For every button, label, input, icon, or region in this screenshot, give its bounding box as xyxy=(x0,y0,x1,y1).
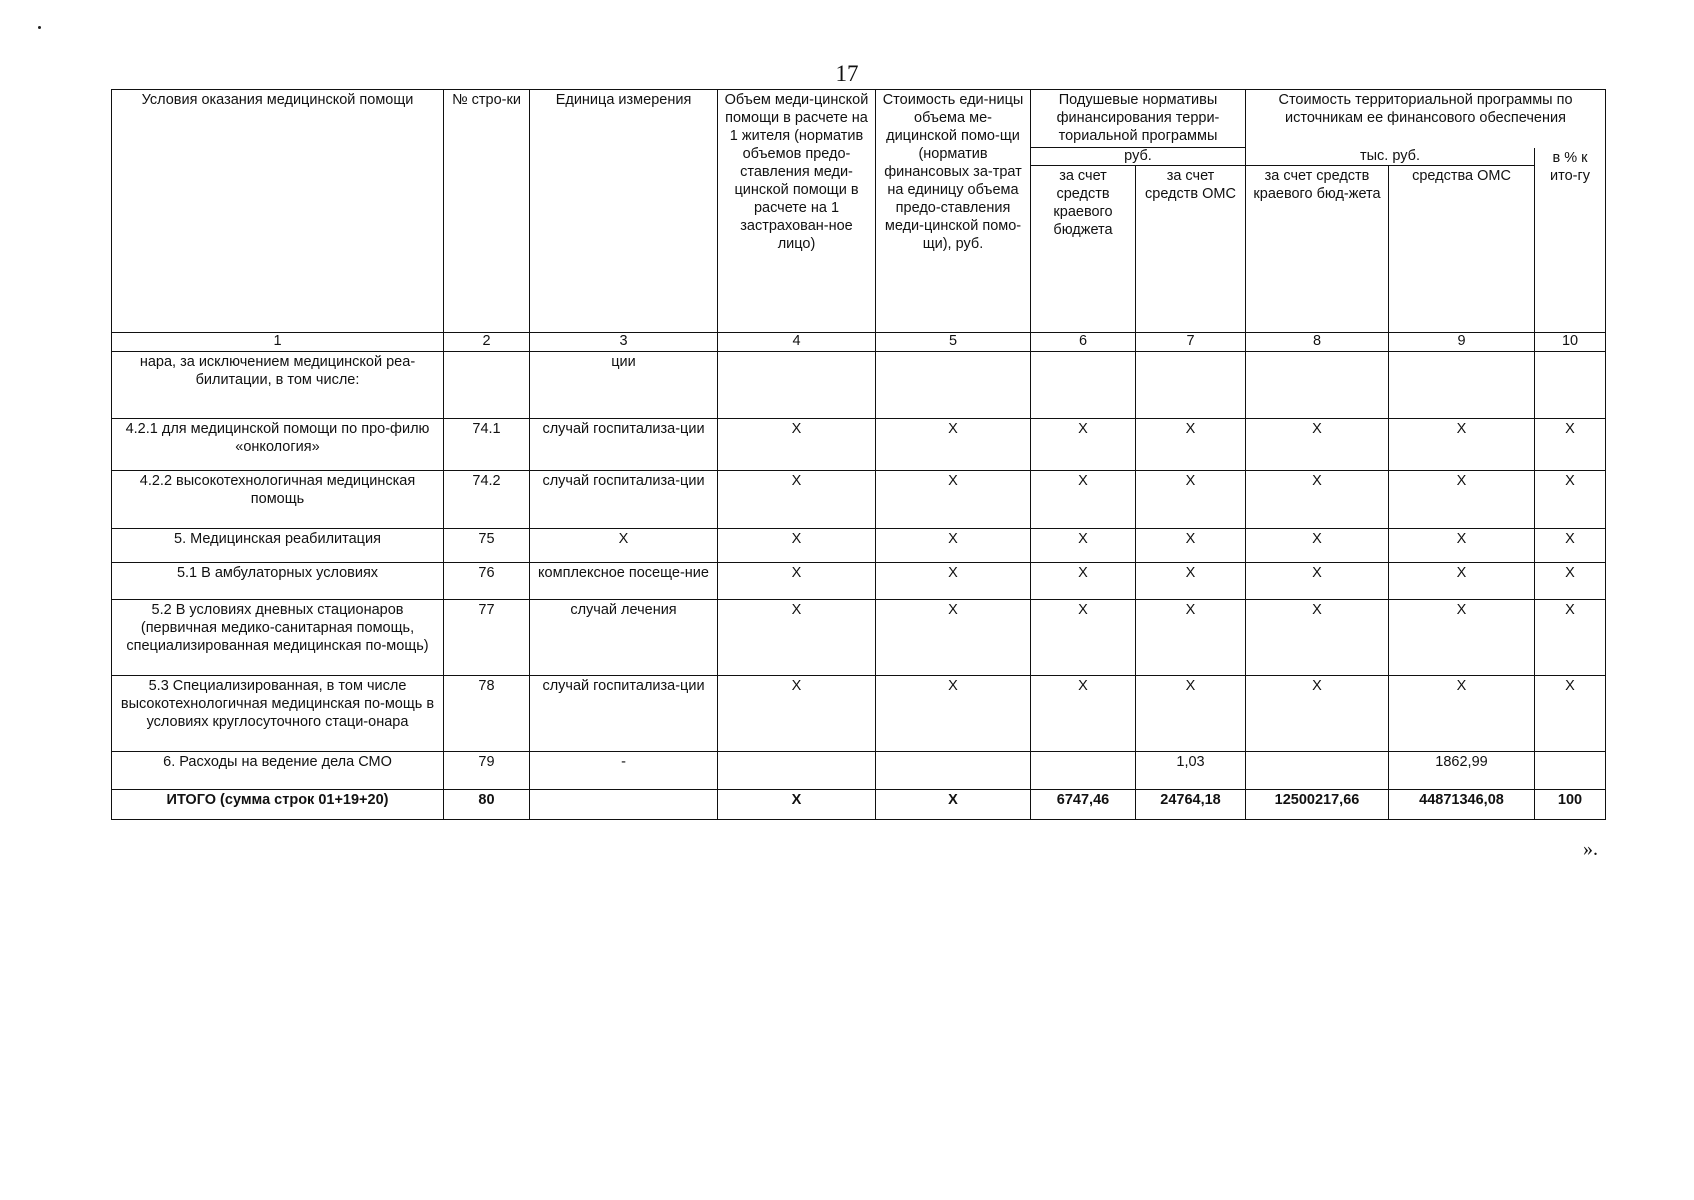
table-cell: Х xyxy=(718,529,876,563)
table-row xyxy=(112,563,1606,600)
table-cell xyxy=(1535,752,1606,790)
column-number: 4 xyxy=(718,333,876,352)
header-oms-cost: средства ОМС xyxy=(1389,166,1535,333)
header-percent-of-total: в % к ито-гу xyxy=(1535,148,1606,333)
table-row xyxy=(112,471,1606,529)
table-cell: 1,03 xyxy=(1136,752,1246,790)
table-row xyxy=(112,600,1606,676)
table-cell: Х xyxy=(1389,676,1535,752)
header-volume: Объем меди-цинской помощи в расчете на 1 жителя (норматив объемов предо-ставления меди-цинской помощи в расчете на 1 застрахован-ное лицо) xyxy=(718,90,876,333)
table-row xyxy=(112,790,1606,820)
row-label: 4.2.1 для медицинской помощи по про-филю «онкология» xyxy=(112,419,444,471)
table-cell: Х xyxy=(1246,676,1389,752)
row-label: 6. Расходы на ведение дела СМО xyxy=(112,752,444,790)
table-cell: Х xyxy=(1389,529,1535,563)
table-cell: 100 xyxy=(1535,790,1606,820)
table-cell: Х xyxy=(718,600,876,676)
table-cell xyxy=(1535,352,1606,419)
table-cell: 24764,18 xyxy=(1136,790,1246,820)
table-cell: Х xyxy=(1136,529,1246,563)
table-cell: Х xyxy=(718,563,876,600)
table-cell: Х xyxy=(1246,471,1389,529)
table-cell: Х xyxy=(718,471,876,529)
table-cell: Х xyxy=(1031,600,1136,676)
scan-speck xyxy=(38,26,41,29)
row-number: 76 xyxy=(444,563,530,600)
row-label: 5.2 В условиях дневных стационаров (первичная медико-санитарная помощь, специализированная медицинская по-мощь) xyxy=(112,600,444,676)
table-cell: случай госпитализа-ции xyxy=(530,471,718,529)
table-cell: Х xyxy=(876,600,1031,676)
row-number: 74.2 xyxy=(444,471,530,529)
row-label: 5.3 Специализированная, в том числе высокотехнологичная медицинская по-мощь в условиях круглосуточного стаци-онара xyxy=(112,676,444,752)
table-cell xyxy=(1389,352,1535,419)
row-number: 78 xyxy=(444,676,530,752)
program-cost-table xyxy=(111,89,1606,820)
header-unit-cost: Стоимость еди-ницы объема ме-дицинской помо-щи (норматив финансовых за-трат на единицу объема предо-ставления меди-цинской помо-щи), руб. xyxy=(876,90,1031,333)
table-cell xyxy=(718,752,876,790)
header-regional-budget-cost: за счет средств краевого бюд-жета xyxy=(1246,166,1389,333)
table-cell xyxy=(1031,352,1136,419)
table-cell: 12500217,66 xyxy=(1246,790,1389,820)
table-cell: Х xyxy=(876,419,1031,471)
table-cell xyxy=(1136,352,1246,419)
row-number: 74.1 xyxy=(444,419,530,471)
row-label: 5. Медицинская реабилитация xyxy=(112,529,444,563)
column-number: 10 xyxy=(1535,333,1606,352)
table-cell: 6747,46 xyxy=(1031,790,1136,820)
table-cell: Х xyxy=(1535,676,1606,752)
table-cell: Х xyxy=(1535,471,1606,529)
column-number: 1 xyxy=(112,333,444,352)
header-thousand-rub-unit: тыс. руб. xyxy=(1246,148,1535,166)
row-number: 77 xyxy=(444,600,530,676)
table-cell: Х xyxy=(530,529,718,563)
table-cell: 1862,99 xyxy=(1389,752,1535,790)
table-cell: Х xyxy=(876,676,1031,752)
header-oms-funds: за счет средств ОМС xyxy=(1136,166,1246,333)
table-cell xyxy=(876,752,1031,790)
row-label: 4.2.2 высокотехнологичная медицинская помощь xyxy=(112,471,444,529)
header-per-capita-norms: Подушевые нормативы финансирования терри-ториальной программы xyxy=(1031,90,1246,148)
table-cell: Х xyxy=(1031,419,1136,471)
table-cell: Х xyxy=(1535,600,1606,676)
table-cell xyxy=(1031,752,1136,790)
table-cell xyxy=(1246,752,1389,790)
table-cell: Х xyxy=(1031,471,1136,529)
table-cell: Х xyxy=(1389,563,1535,600)
table-cell: Х xyxy=(1389,471,1535,529)
table-row xyxy=(112,676,1606,752)
table-cell: случай госпитализа-ции xyxy=(530,419,718,471)
column-number: 9 xyxy=(1389,333,1535,352)
row-label: 5.1 В амбулаторных условиях xyxy=(112,563,444,600)
table-cell: Х xyxy=(1136,563,1246,600)
table-cell: Х xyxy=(1389,600,1535,676)
table-cell: случай госпитализа-ции xyxy=(530,676,718,752)
header-conditions: Условия оказания медицинской помощи xyxy=(112,90,444,333)
column-number: 7 xyxy=(1136,333,1246,352)
table-cell: Х xyxy=(1136,419,1246,471)
table-cell: Х xyxy=(1136,600,1246,676)
header-rub-unit: руб. xyxy=(1031,148,1246,166)
table-body xyxy=(112,352,1606,820)
page-number: 17 xyxy=(835,61,859,86)
table-cell: 44871346,08 xyxy=(1389,790,1535,820)
table-cell xyxy=(876,352,1031,419)
table-cell: Х xyxy=(1031,563,1136,600)
header-regional-budget: за счет средств краевого бюджета xyxy=(1031,166,1136,333)
table-cell: Х xyxy=(1136,471,1246,529)
table-cell: Х xyxy=(1535,563,1606,600)
row-number xyxy=(444,352,530,419)
table-cell: ции xyxy=(530,352,718,419)
header-program-cost: Стоимость территориальной программы по источникам ее финансового обеспечения xyxy=(1246,90,1606,148)
table-cell: Х xyxy=(718,676,876,752)
table-cell: Х xyxy=(1535,529,1606,563)
table-cell xyxy=(1246,352,1389,419)
closing-quote: ». xyxy=(1583,838,1598,860)
table-cell: Х xyxy=(876,529,1031,563)
table-row xyxy=(112,352,1606,419)
table-cell: комплексное посеще-ние xyxy=(530,563,718,600)
table-row xyxy=(112,529,1606,563)
column-number: 5 xyxy=(876,333,1031,352)
column-number: 2 xyxy=(444,333,530,352)
table-cell: Х xyxy=(1535,419,1606,471)
header-unit: Единица измерения xyxy=(530,90,718,333)
row-number: 75 xyxy=(444,529,530,563)
table-cell: Х xyxy=(876,790,1031,820)
header-row-number: № стро-ки xyxy=(444,90,530,333)
table-cell: - xyxy=(530,752,718,790)
table-cell: случай лечения xyxy=(530,600,718,676)
column-number: 6 xyxy=(1031,333,1136,352)
table-cell: Х xyxy=(718,790,876,820)
row-number: 80 xyxy=(444,790,530,820)
column-number: 3 xyxy=(530,333,718,352)
row-label: нара, за исключением медицинской реа-билитации, в том числе: xyxy=(112,352,444,419)
column-number: 8 xyxy=(1246,333,1389,352)
table-cell: Х xyxy=(876,563,1031,600)
table-cell xyxy=(718,352,876,419)
table-cell: Х xyxy=(1031,676,1136,752)
table-cell: Х xyxy=(1246,419,1389,471)
table-row xyxy=(112,419,1606,471)
table-cell: Х xyxy=(1136,676,1246,752)
table-cell: Х xyxy=(1031,529,1136,563)
row-label: ИТОГО (сумма строк 01+19+20) xyxy=(112,790,444,820)
table-cell: Х xyxy=(718,419,876,471)
table-cell: Х xyxy=(1246,600,1389,676)
column-number-row xyxy=(112,333,1606,352)
table-cell: Х xyxy=(1246,563,1389,600)
table-row xyxy=(112,752,1606,790)
table-cell xyxy=(530,790,718,820)
table-cell: Х xyxy=(1246,529,1389,563)
table-cell: Х xyxy=(1389,419,1535,471)
table-cell: Х xyxy=(876,471,1031,529)
row-number: 79 xyxy=(444,752,530,790)
